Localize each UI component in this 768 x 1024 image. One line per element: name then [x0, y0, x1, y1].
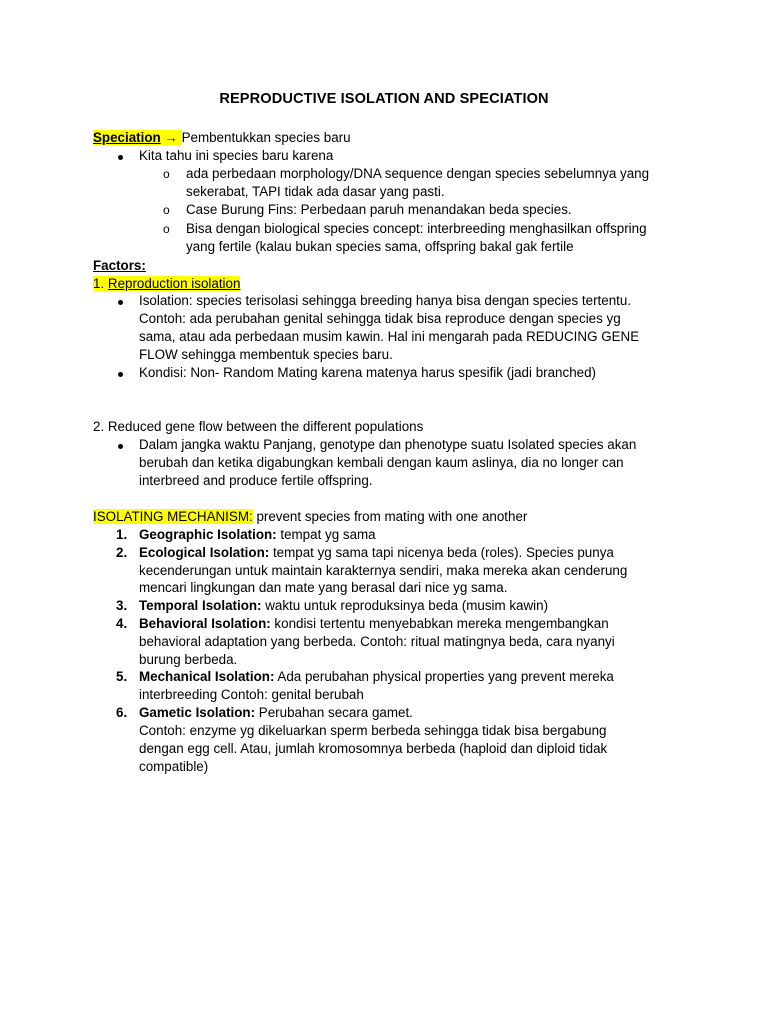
- speciation-bullet: Kita tahu ini species baru karena: [139, 148, 334, 163]
- list-number: 3.: [116, 598, 128, 613]
- paragraph-line: Kondisi: Non- Random Mating karena matenya harus spesifik (jadi branched): [139, 365, 597, 380]
- arrow-icon: →: [161, 130, 182, 145]
- list-number: 5.: [116, 669, 128, 684]
- factor-1-number: 1.: [93, 276, 105, 291]
- speciation-text: Pembentukkan species baru: [181, 130, 351, 145]
- list-item-line: mencari lingkungan dan mate yang berasal dari nice yg sama.: [139, 580, 508, 595]
- sub-bullet-icon: o: [163, 167, 170, 181]
- list-number: 2.: [116, 545, 128, 560]
- isolating-label: ISOLATING MECHANISM:: [93, 509, 253, 524]
- sub-item-line: sekerabat, TAPI tidak ada dasar yang pasti.: [186, 184, 445, 199]
- speciation-label: Speciation: [93, 130, 161, 145]
- list-item-line: burung berbeda.: [139, 652, 238, 667]
- page-title: REPRODUCTIVE ISOLATION AND SPECIATION: [219, 91, 549, 107]
- factor-1-heading: [93, 275, 240, 293]
- list-item: Ecological Isolation: tempat yg sama tapi nicenya beda (roles). Species punya: [139, 545, 614, 560]
- list-item: Mechanical Isolation: Ada perubahan physical properties yang prevent mereka: [139, 669, 614, 684]
- sub-item-line: yang fertile (kalau bukan species sama, offspring bakal gak fertile: [186, 239, 574, 254]
- bullet-icon: [118, 444, 123, 449]
- list-item-line: behavioral adaptation yang berbeda. Contoh: ritual matingnya beda, cara nyanyi: [139, 634, 615, 649]
- list-item: Gametic Isolation: Perubahan secara gamet.: [139, 705, 413, 720]
- bullet-icon: [118, 300, 123, 305]
- list-number: 4.: [116, 616, 128, 631]
- list-item-line: dengan egg cell. Atau, jumlah kromosomnya berbeda (haploid dan diploid tidak: [139, 741, 608, 756]
- list-number: 1.: [116, 527, 128, 542]
- isolating-text: prevent species from mating with one another: [252, 509, 528, 524]
- list-item-line: compatible): [139, 759, 209, 774]
- paragraph-line: Isolation: species terisolasi sehingga breeding hanya bisa dengan species tertentu.: [139, 293, 632, 308]
- list-item-line: interbreeding Contoh: genital berubah: [139, 687, 364, 702]
- speciation-heading: [93, 129, 351, 147]
- paragraph-line: Dalam jangka waktu Panjang, genotype dan phenotype suatu Isolated species akan: [139, 437, 637, 452]
- list-number: 6.: [116, 705, 128, 720]
- bullet-icon: [118, 155, 123, 160]
- factor-2-heading: 2. Reduced gene flow between the different populations: [93, 419, 424, 434]
- sub-bullet-icon: o: [163, 222, 170, 236]
- sub-bullet-icon: o: [163, 203, 170, 217]
- paragraph-line: interbreed and produce fertile offspring.: [139, 473, 373, 488]
- factor-1-label: Reproduction isolation: [107, 276, 241, 291]
- list-item-line: kecenderungan untuk maintain karakternya sendiri, maka mereka akan cenderung: [139, 563, 628, 578]
- isolating-heading: [93, 508, 527, 526]
- list-item: Geographic Isolation: tempat yg sama: [139, 527, 376, 542]
- sub-item-line: Bisa dengan biological species concept: interbreeding menghasilkan offspring: [186, 221, 647, 236]
- paragraph-line: FLOW sehingga membentuk species baru.: [139, 347, 393, 362]
- list-item: Temporal Isolation: waktu untuk reproduksinya beda (musim kawin): [139, 598, 549, 613]
- paragraph-line: sama, atau ada perbedaan musim kawin. Hal ini mengarah pada REDUCING GENE: [139, 329, 640, 344]
- list-item-line: Contoh: enzyme yg dikeluarkan sperm berbeda sehingga tidak bisa bergabung: [139, 723, 607, 738]
- paragraph-line: Contoh: ada perubahan genital sehingga tidak bisa reproduce dengan species yg: [139, 311, 621, 326]
- paragraph-line: berubah dan ketika digabungkan kembali dengan kaum aslinya, dia no longer can: [139, 455, 624, 470]
- sub-item-line: Case Burung Fins: Perbedaan paruh menandakan beda species.: [186, 202, 572, 217]
- sub-item-line: ada perbedaan morphology/DNA sequence dengan species sebelumnya yang: [186, 166, 650, 181]
- bullet-icon: [118, 372, 123, 377]
- list-item: Behavioral Isolation: kondisi tertentu menyebabkan mereka mengembangkan: [139, 616, 609, 631]
- factors-heading: Factors:: [93, 258, 146, 273]
